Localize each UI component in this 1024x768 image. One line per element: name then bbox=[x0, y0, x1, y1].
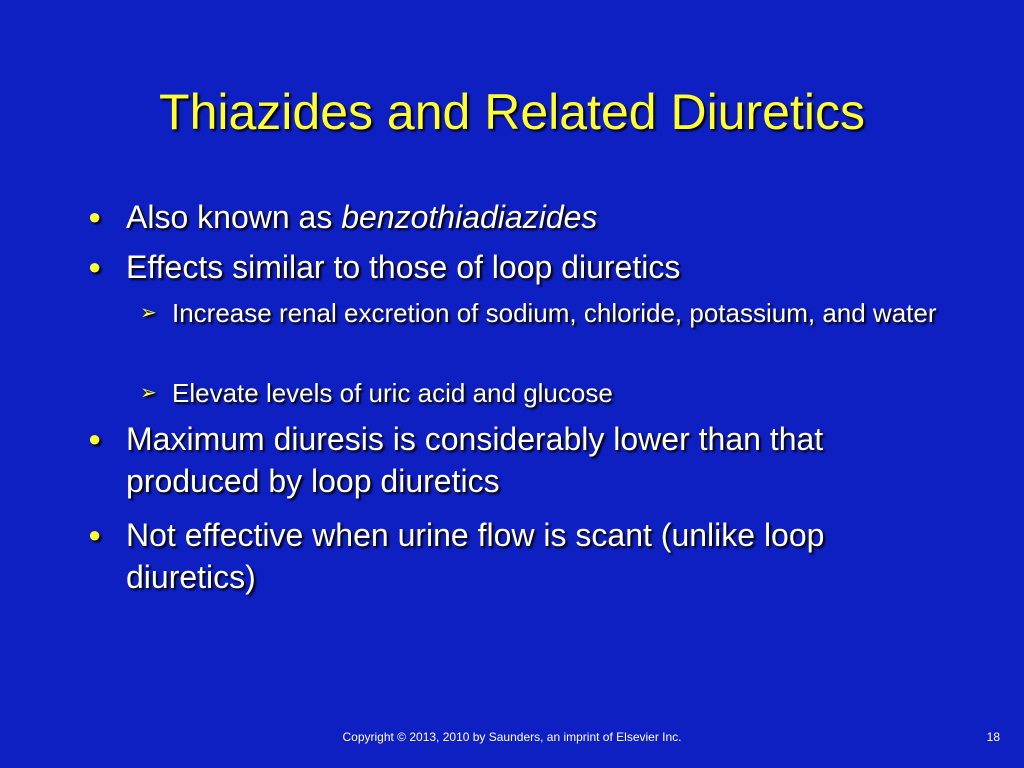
slide-title: Thiazides and Related Diuretics bbox=[159, 84, 865, 140]
page-number: 18 bbox=[986, 730, 1000, 744]
copyright-footer: Copyright © 2013, 2010 by Saunders, an imprint of Elsevier Inc. bbox=[342, 730, 682, 744]
bullet-dot-icon: ● bbox=[88, 254, 102, 279]
bullet-text: Not effective when urine flow is scant (unlike loop diuretics) bbox=[126, 517, 825, 595]
bullet-text bbox=[126, 196, 948, 238]
bullet-dot-icon: ● bbox=[88, 204, 102, 229]
sub-bullet-text: Increase renal excretion of sodium, chloride, potassium, and water bbox=[172, 298, 937, 328]
bullet-text: Effects similar to those of loop diuretics bbox=[126, 249, 681, 285]
arrow-bullet-icon: ➢ bbox=[140, 382, 157, 404]
sub-bullet-text: Elevate levels of uric acid and glucose bbox=[172, 378, 613, 408]
bullet-prefix: Also known as bbox=[126, 199, 342, 235]
arrow-bullet-icon: ➢ bbox=[140, 302, 157, 324]
bullet-dot-icon: ● bbox=[88, 522, 102, 547]
bullet-emphasis: benzothiadiazides bbox=[341, 199, 598, 235]
bullet-text: Maximum diuresis is considerably lower than that produced by loop diuretics bbox=[126, 421, 824, 499]
bullet-dot-icon: ● bbox=[88, 426, 102, 451]
